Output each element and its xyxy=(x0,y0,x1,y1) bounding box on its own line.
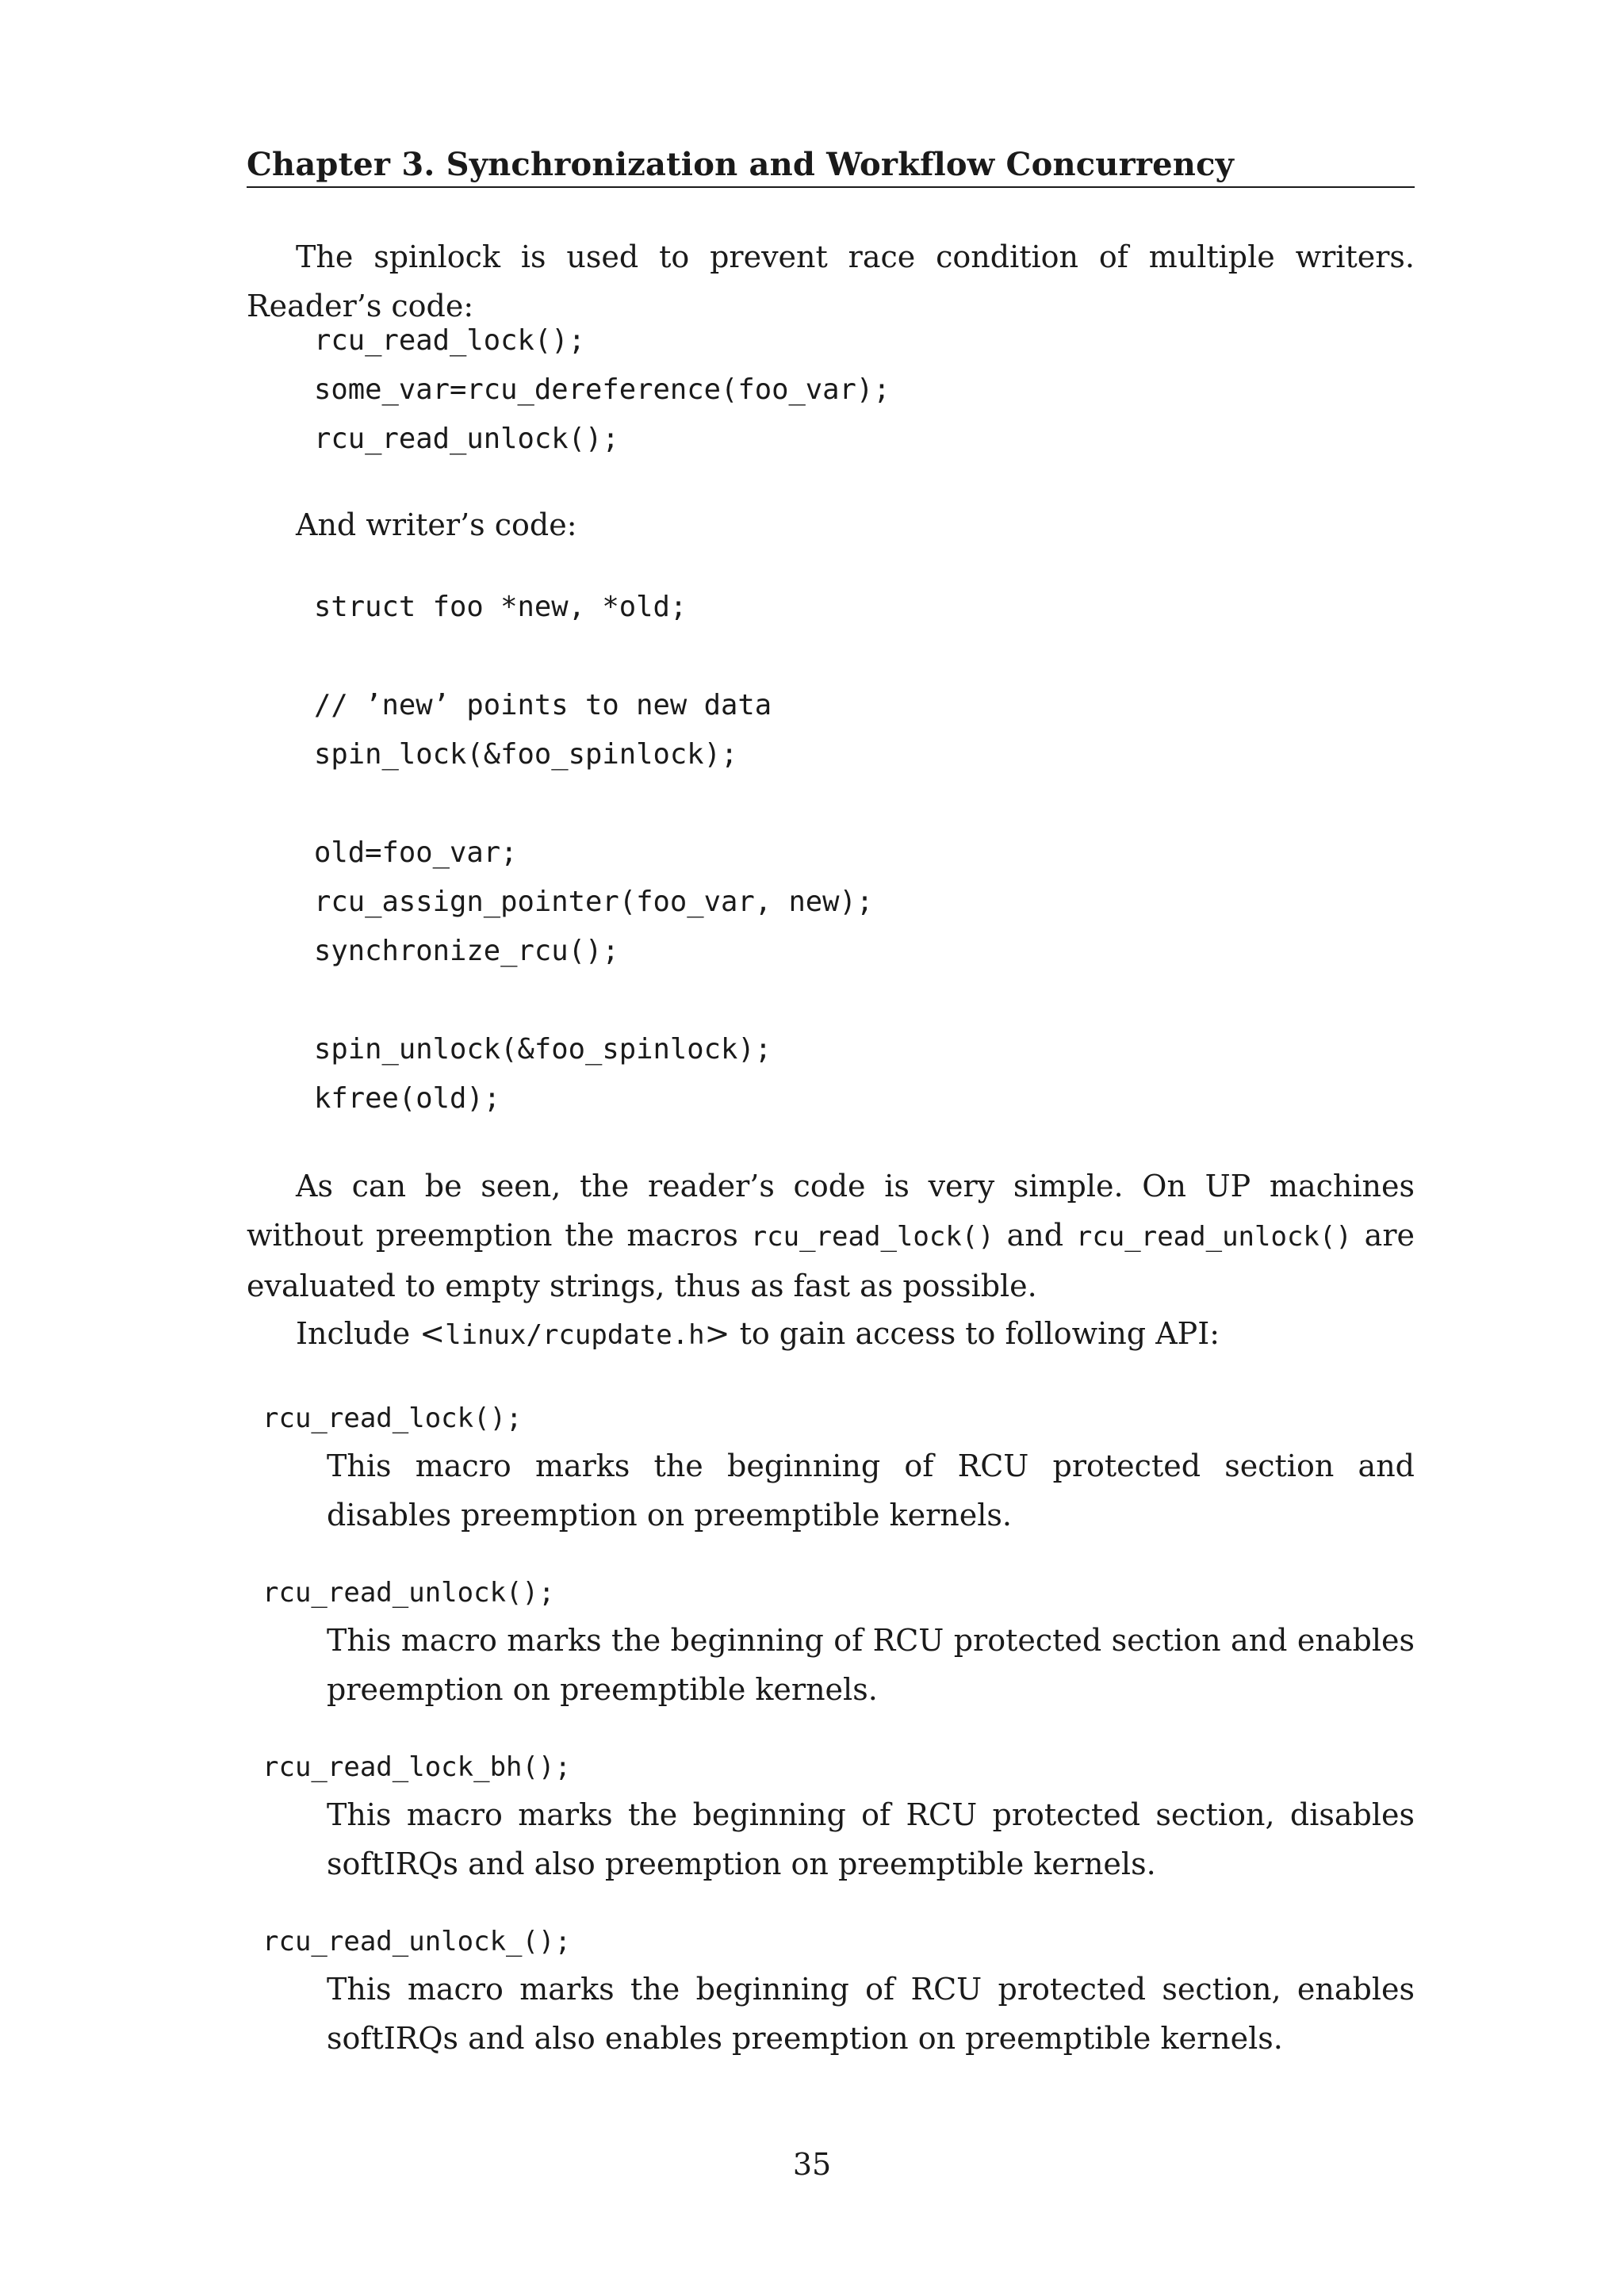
code-line: spin_unlock(&foo_spinlock); xyxy=(314,1033,772,1066)
include-paragraph xyxy=(247,1309,1415,1360)
include-text: Include < xyxy=(296,1316,446,1351)
code-line: some_var=rcu_dereference(foo_var); xyxy=(314,373,891,406)
code-line: old=foo_var; xyxy=(314,836,518,869)
explanation-text: and xyxy=(994,1218,1076,1253)
inline-code: linux/rcupdate.h xyxy=(445,1319,705,1351)
api-description: This macro marks the beginning of RCU protected section, enables softIRQs and also enables preemption on preemptible kernels. xyxy=(327,1972,1415,2056)
code-line: rcu_assign_pointer(foo_var, new); xyxy=(314,886,874,918)
code-line: synchronize_rcu(); xyxy=(314,935,619,967)
explanation-paragraph xyxy=(247,1161,1415,1311)
api-term: rcu_read_unlock(); xyxy=(262,1577,555,1609)
page-number: 35 xyxy=(792,2147,832,2182)
code-line: rcu_read_unlock(); xyxy=(314,423,619,455)
header-rule xyxy=(247,186,1415,188)
code-line: kfree(old); xyxy=(314,1082,501,1115)
code-line: spin_lock(&foo_spinlock); xyxy=(314,738,738,771)
code-line: rcu_read_lock(); xyxy=(314,324,585,357)
api-term: rcu_read_lock(); xyxy=(262,1402,523,1434)
chapter-header: Chapter 3. Synchronization and Workflow Concurrency xyxy=(247,146,1235,183)
inline-code: rcu_read_unlock() xyxy=(1075,1221,1352,1253)
intro-paragraph: The spinlock is used to prevent race condition of multiple writers. Reader’s code: xyxy=(247,239,1415,323)
api-term: rcu_read_unlock_(); xyxy=(262,1926,571,1957)
explanation-text: are evaluated to empty strings, thus as fast as possible. xyxy=(247,1218,1415,1303)
code-line: struct foo *new, *old; xyxy=(314,591,688,623)
api-description: This macro marks the beginning of RCU protected section and enables preemption on preemptible kernels. xyxy=(327,1623,1415,1707)
inline-code: rcu_read_lock() xyxy=(750,1221,994,1253)
api-term: rcu_read_lock_bh(); xyxy=(262,1751,571,1783)
api-description: This macro marks the beginning of RCU protected section, disables softIRQs and also preemption on preemptible kernels. xyxy=(327,1797,1415,1881)
api-description: This macro marks the beginning of RCU protected section and disables preemption on preemptible kernels. xyxy=(327,1448,1415,1533)
include-text: > to gain access to following API: xyxy=(704,1316,1220,1351)
code-line: // ’new’ points to new data xyxy=(314,689,772,721)
writer-intro-paragraph: And writer’s code: xyxy=(296,507,577,542)
explanation-text: As can be seen, the reader’s code is very simple. On UP machines without preemption the macros xyxy=(247,1169,1415,1253)
